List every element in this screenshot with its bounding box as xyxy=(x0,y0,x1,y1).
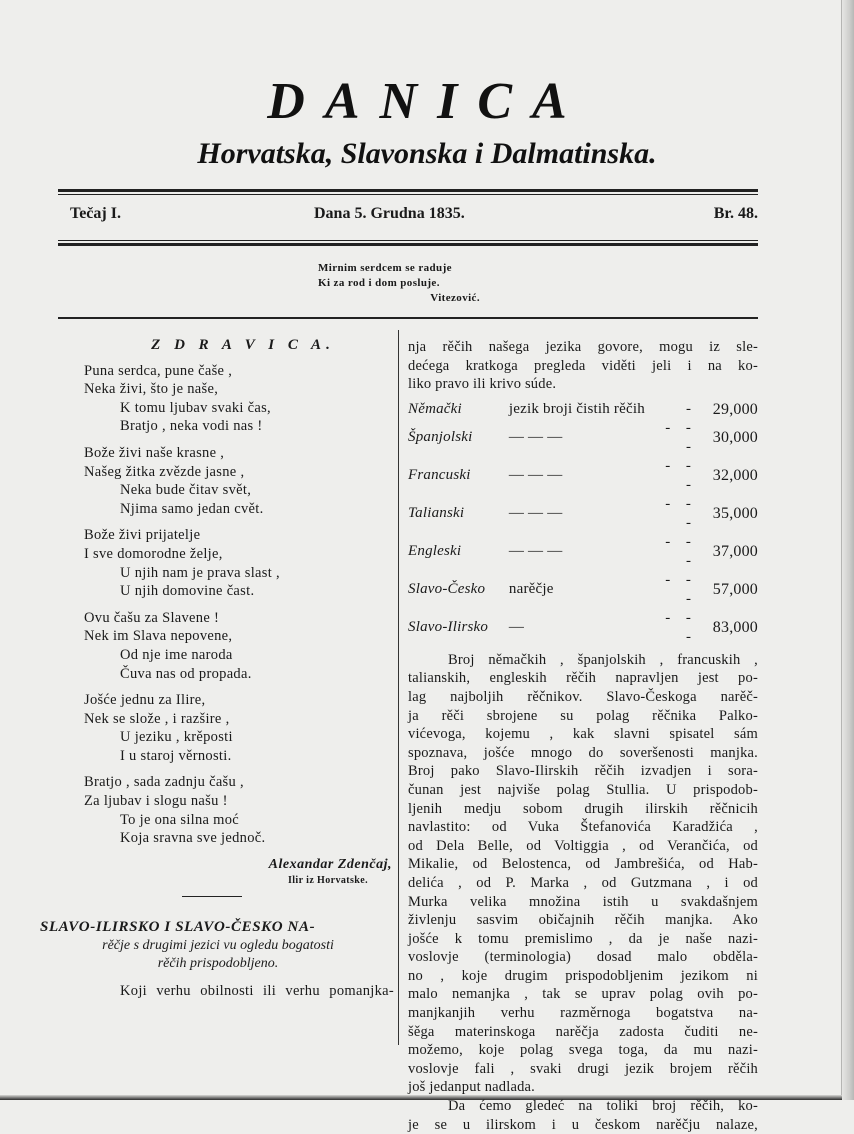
column-divider xyxy=(398,330,399,1045)
article-line: manjkanjih verhu razměrnoga bogatstva na- xyxy=(408,1005,758,1022)
poem-line: U jeziku , krěposti xyxy=(120,729,233,746)
word-count-row xyxy=(408,457,758,495)
article-line: nja rěčih našega jezika govore, mogu iz sle- xyxy=(408,339,758,355)
poem-line: Bratjo , neka vodi nas ! xyxy=(120,418,263,435)
row-filler: — — — xyxy=(508,429,563,446)
article-line: liko pravo ili krivo súde. xyxy=(408,376,557,393)
article-line: jošće k tomu premislimo , da je naše nazi- xyxy=(408,930,758,947)
rule-columns xyxy=(58,317,758,319)
article-line: voslovje (terminologia) dosad malo obděla- xyxy=(408,949,758,966)
poem-line: Nek se slože , i razšire , xyxy=(84,710,230,727)
poem-line: Neka bude čitav svět, xyxy=(120,482,252,499)
poem-line: Našeg žitka zvězde jasne , xyxy=(84,463,245,480)
article-line: možemo, koje polag svega toga, da mu nazi- xyxy=(408,1042,758,1059)
word-count-row xyxy=(408,495,758,533)
word-count-value: 57,000 xyxy=(712,581,758,599)
poem-title: Z D R A V I C A. xyxy=(151,337,335,353)
article-line: dećega kratkoga pregleda viděti jeli i na ko- xyxy=(408,357,758,374)
poem-line: Ovu čašu za Slavene ! xyxy=(84,609,220,626)
poem-stanza xyxy=(84,526,392,600)
poem-stanza xyxy=(84,773,392,847)
row-dashes: - - - xyxy=(665,609,697,645)
poem-line: Bože živi naše krasne , xyxy=(84,444,225,461)
epigraph-line: Mirnim serdcem se raduje xyxy=(318,262,452,274)
article-line: vićevoga, kojemu , kak slavni spisatel sám xyxy=(408,726,758,743)
article-line: spoznava, jošće mnogo do soveršenosti manjka. xyxy=(408,744,758,761)
article-line: još jedanput nadlada. xyxy=(408,1079,536,1096)
poem-line: I u staroj věrnosti. xyxy=(120,747,232,764)
row-filler: — — — xyxy=(508,543,563,560)
poem-line: Bratjo , sada zadnju čašu , xyxy=(84,774,244,791)
language-name: Španjolski xyxy=(408,429,473,446)
article-line: Broj pako Slavo-Ilirskih rěčih izvadjen i sora- xyxy=(408,763,758,780)
article-line: lag najboljih rěčnikov. Slavo-Českoga narěč- xyxy=(408,688,758,705)
poem-stanza xyxy=(84,609,392,683)
language-name: Francuski xyxy=(408,467,471,484)
language-name: Slavo-Ilirsko xyxy=(408,619,489,636)
poem-author: Alexandar Zdenčaj, xyxy=(268,856,392,872)
article-lead xyxy=(84,982,394,1001)
poem-line: Puna serdca, pune čaše , xyxy=(84,362,233,379)
article-line: ja rěči sbrojene su polag rěčnika Palko- xyxy=(408,707,758,724)
article-paragraph xyxy=(408,651,758,1097)
row-dashes: - - - xyxy=(665,457,697,493)
word-count-value: 29,000 xyxy=(712,400,758,418)
date-label: Dana 5. Grudna 1835. xyxy=(314,205,465,222)
article-line: šěga materinskoga narěčja zadosta čuditi ne- xyxy=(408,1023,758,1040)
poem-line: To je ona silna moć xyxy=(120,811,240,828)
poem-author-note: Ilir iz Horvatske. xyxy=(287,875,368,887)
word-count-table xyxy=(408,400,758,647)
language-name: Engleski xyxy=(408,543,462,560)
article-line: Murka velika množina istih u svakdašnjem xyxy=(408,893,758,910)
volume-label: Tečaj I. xyxy=(70,205,121,222)
row-filler: — xyxy=(508,619,525,636)
poem-line: Bože živi prijatelje xyxy=(84,527,201,544)
poem-line: Od nje ime naroda xyxy=(120,646,233,663)
poem-stanzas xyxy=(84,362,392,848)
poem-line: U njih domovine čast. xyxy=(120,583,255,600)
poem xyxy=(84,336,392,897)
article-line: malo nemanjka , tak se uprav polag ovih po- xyxy=(408,986,758,1003)
rule-mid-thin xyxy=(58,240,758,241)
row-dashes: - - - xyxy=(665,533,697,569)
row-filler: narěčje xyxy=(508,581,554,598)
poem-line: I sve domorodne želje, xyxy=(84,545,223,562)
rule-top-thin xyxy=(58,194,758,195)
poem-stanza xyxy=(84,444,392,518)
word-count-value: 37,000 xyxy=(712,543,758,561)
epigraph-line: Ki za rod i dom posluje. xyxy=(318,277,440,289)
row-filler: — — — xyxy=(508,467,563,484)
article-line: ljenih medju sobom drugih ilirskih rěčnicih xyxy=(408,800,758,817)
poem-stanza xyxy=(84,691,392,765)
poem-line: U njih nam je prava slast , xyxy=(120,564,280,581)
article-line: delića , od P. Marka , od Gutzmana , i od xyxy=(408,874,758,891)
row-filler: jezik broji čistih rěčih xyxy=(508,400,645,417)
article-line: talianskih, engleskih rěčih napravljen jest po- xyxy=(408,670,758,687)
article-line: Broj němačkih , španjolskih , francuskih , xyxy=(448,651,758,668)
language-name: Slavo-Česko xyxy=(408,581,486,598)
article-closing xyxy=(408,1097,758,1134)
word-count-row xyxy=(408,533,758,571)
article-line: no , koje drugim prispodobljenim jezikom ni xyxy=(408,967,758,984)
poem-stanza xyxy=(84,362,392,436)
epigraph-author: Vitezović. xyxy=(430,292,480,304)
row-dashes: - - - xyxy=(665,419,697,455)
article-intro xyxy=(408,338,758,394)
masthead-title: DANICA xyxy=(267,73,587,130)
row-dashes: - - - xyxy=(665,571,697,607)
article-heading-line: rěčih prispodobljeno. xyxy=(157,956,279,971)
article-line: od Dela Belle, od Voltiggia , od Verančića, od xyxy=(408,837,758,854)
article-heading-line: rěčje s drugimi jezici vu ogledu bogatosti xyxy=(102,938,334,953)
word-count-value: 32,000 xyxy=(712,467,758,485)
issue-number: Br. 48. xyxy=(713,205,758,222)
rule-mid xyxy=(58,243,758,246)
poem-line: Za ljubav i slogu našu ! xyxy=(84,793,228,810)
epigraph xyxy=(318,261,480,306)
article-body xyxy=(408,338,758,1134)
row-dashes: - - - xyxy=(665,495,697,531)
word-count-row xyxy=(408,571,758,609)
article-line: je se u ilirskom i u českom narěčju nalaze, xyxy=(408,1116,758,1133)
article-line: voslovje fali , svaki drugi jezik brojem rěčih xyxy=(408,1060,758,1077)
word-count-value: 30,000 xyxy=(712,429,758,447)
rule-top xyxy=(58,189,758,192)
poem-line: Nek im Slava nepovene, xyxy=(84,628,233,645)
poem-line: Njima samo jedan cvět. xyxy=(120,500,264,517)
poem-line: Čuva nas od propada. xyxy=(120,665,252,682)
masthead-subtitle: Horvatska, Slavonska i Dalmatinska. xyxy=(197,137,657,170)
article-line: navlastito: od Vuka Štefanovića Karadžića , xyxy=(408,819,758,836)
word-count-row xyxy=(408,609,758,647)
article-line: čunan jest najviše polag Stullia. U prispodob- xyxy=(408,781,758,798)
article-heading-line: SLAVO-ILIRSKO I SLAVO-ČESKO NA- xyxy=(40,919,316,935)
word-count-value: 83,000 xyxy=(712,619,758,637)
dateline xyxy=(58,205,758,227)
word-count-value: 35,000 xyxy=(712,505,758,523)
section-divider xyxy=(182,896,242,897)
poem-line: Neka živi, što je naše, xyxy=(84,381,219,398)
row-dashes: - xyxy=(685,400,697,417)
article-line: živlenju sasvim običajnih rěčih manjka. Ako xyxy=(408,912,758,929)
poem-line: Koja sravna sve jednoč. xyxy=(120,830,266,847)
word-count-row xyxy=(408,400,758,419)
article-line: Da ćemo gledeć na toliki broj rěčih, ko- xyxy=(448,1098,758,1115)
article-lead-line: Koji verhu obilnosti ili verhu pomanjka- xyxy=(120,983,394,999)
poem-line: K tomu ljubav svaki čas, xyxy=(120,399,271,416)
article-line: Mikalie, od Belostenca, od Jambrešića, od Hab- xyxy=(408,856,758,873)
row-filler: — — — xyxy=(508,505,563,522)
language-name: Talianski xyxy=(408,505,465,522)
language-name: Němački xyxy=(408,400,462,417)
poem-line: Jošće jednu za Ilire, xyxy=(84,692,206,709)
word-count-row xyxy=(408,419,758,457)
article-heading xyxy=(40,918,396,973)
